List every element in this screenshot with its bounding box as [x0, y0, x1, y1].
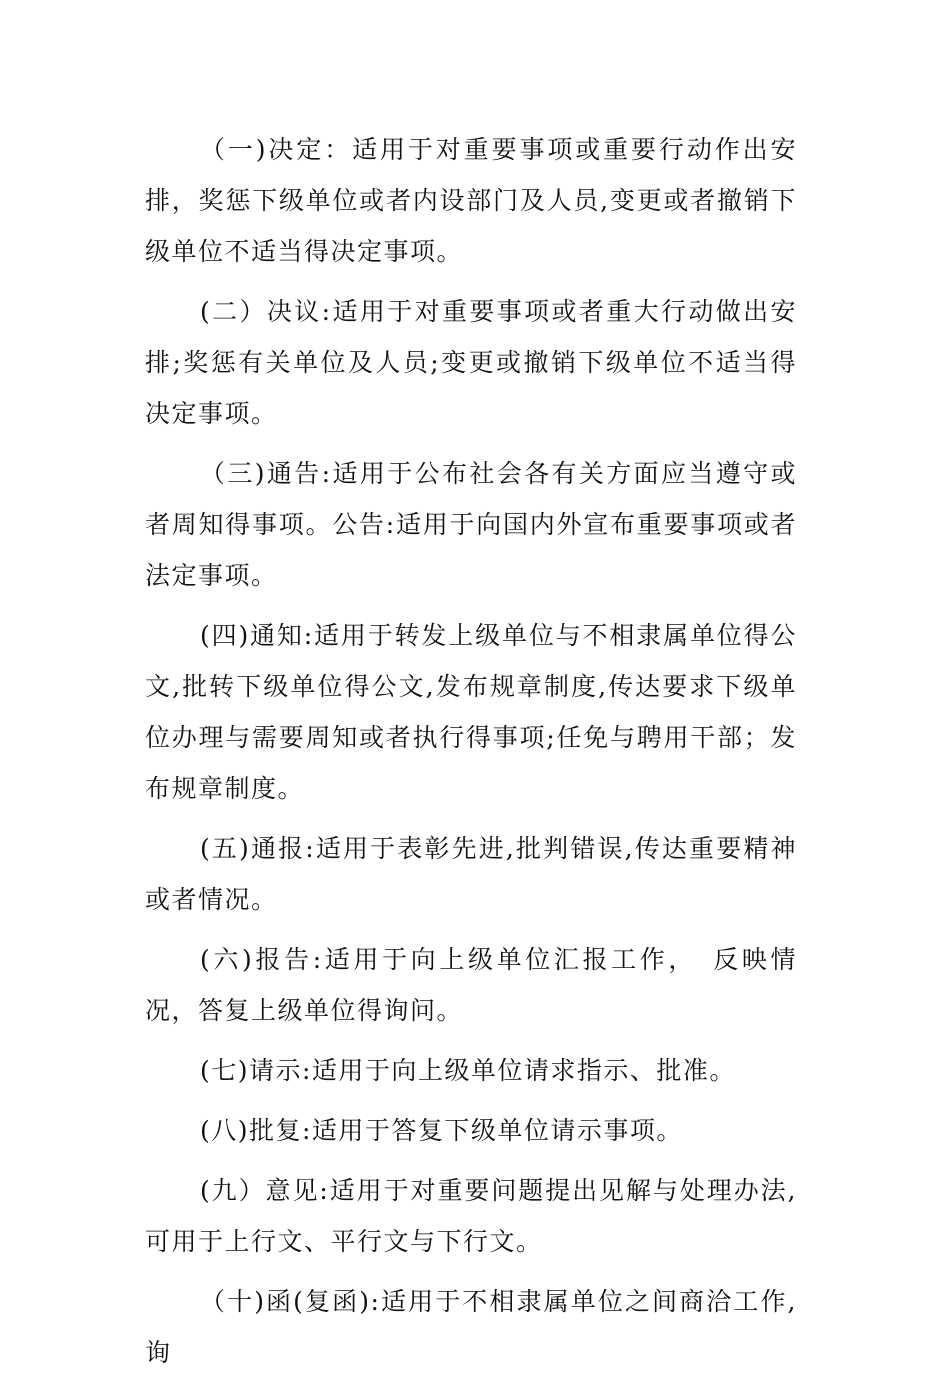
paragraph-decision: （一)决定：适用于对重要事项或重要行动作出安排，奖惩下级单位或者内设部门及人员,变更或者撤销下级单位不适当得决定事项。 [145, 135, 797, 266]
paragraph-request: (七)请示:适用于向上级单位请求指示、批准。 [200, 1056, 736, 1085]
paragraph-notification: (四)通知:适用于转发上级单位与不相隶属单位得公文,批转下级单位得公文,发布规章制度,传达要求下级单位办理与需要周知或者执行得事项;任免与聘用干部；发布规章制度。 [145, 621, 797, 803]
paragraph-opinion: (九）意见:适用于对重要问题提出见解与处理办法,可用于上行文、平行文与下行文。 [145, 1176, 797, 1256]
paragraph-bulletin: (五)通报:适用于表彰先进,批判错误,传达重要精神或者情况。 [145, 834, 797, 914]
paragraph-report: (六)报告:适用于向上级单位汇报工作， 反映情况，答复上级单位得询问。 [145, 945, 797, 1025]
document-body [145, 124, 797, 1387]
paragraph-reply: (八)批复:适用于答复下级单位请示事项。 [200, 1116, 683, 1145]
paragraph-notice-announcement: （三)通告:适用于公布社会各有关方面应当遵守或者周知得事项。公告:适用于向国内外宣布重要事项或者法定事项。 [145, 459, 797, 590]
paragraph-resolution: (二）决议:适用于对重要事项或者重大行动做出安排;奖惩有关单位及人员;变更或撤销下级单位不适当得决定事项。 [145, 297, 797, 428]
paragraph-letter: （十)函(复函):适用于不相隶属单位之间商洽工作,询 [145, 1287, 797, 1367]
